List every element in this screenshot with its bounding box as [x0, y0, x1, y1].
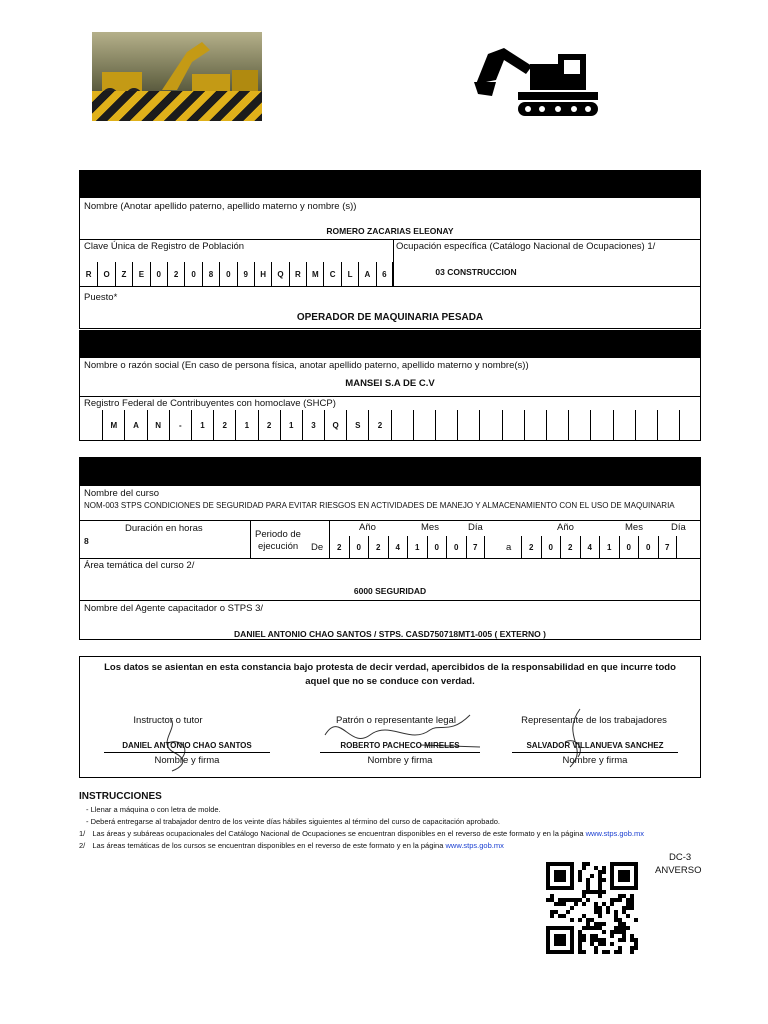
char-box: E [132, 262, 149, 286]
char-box: 1 [191, 410, 213, 441]
char-box: Q [324, 410, 346, 441]
char-box: 0 [619, 536, 639, 558]
char-box: 1 [599, 536, 619, 558]
char-box: 0 [427, 536, 447, 558]
section-header-company [79, 330, 701, 357]
char-box: 2 [521, 536, 541, 558]
note-1 [79, 829, 644, 838]
char-box: 4 [388, 536, 408, 558]
char-box [391, 410, 413, 441]
char-box [413, 410, 435, 441]
char-box: H [254, 262, 271, 286]
char-box: S [346, 410, 368, 441]
char-box [502, 410, 524, 441]
declaration-line-1: Los datos se asientan en esta constancia bajo protesta de decir verdad, apercibidos de la responsabilidad en que incurre todo [104, 662, 676, 673]
signer-2-role: Patrón o representante legal [336, 715, 456, 726]
signer-2-name: ROBERTO PACHECO MIRELES [340, 741, 460, 750]
signer-1-caption: Nombre y firma [154, 755, 220, 766]
note-1-link[interactable]: www.stps.gob.mx [585, 829, 644, 838]
char-box: 9 [237, 262, 254, 286]
end-month-label: Mes [625, 522, 643, 533]
char-box: 2 [368, 410, 390, 441]
form-side: ANVERSO [655, 865, 702, 876]
period-label-1: Periodo de [255, 529, 301, 540]
excavator-icon [474, 44, 598, 116]
start-date-boxes [329, 536, 485, 558]
char-box [524, 410, 546, 441]
area-value: 6000 SEGURIDAD [353, 586, 427, 596]
char-box: 2 [213, 410, 235, 441]
position-label: Puesto* [84, 292, 118, 303]
char-box: 3 [302, 410, 324, 441]
end-year-label: Año [557, 522, 574, 533]
char-box [435, 410, 457, 441]
area-label: Área temática del curso 2/ [84, 560, 195, 571]
char-box [457, 410, 479, 441]
signer-2-caption: Nombre y firma [367, 755, 433, 766]
char-box: L [341, 262, 358, 286]
from-label: De [311, 542, 324, 553]
char-box: 2 [560, 536, 580, 558]
note-1-number: 1/ [79, 829, 86, 838]
occupation-label: Ocupación específica (Catálogo Nacional de Ocupaciones) 1/ [396, 241, 656, 252]
char-box: 1 [280, 410, 302, 441]
char-box [546, 410, 568, 441]
note-2-text: Las áreas temáticas de los cursos se encuentran disponibles en el reverso de este formato y en la página [92, 841, 444, 850]
worker-name-value: ROMERO ZACARIAS ELEONAY [326, 226, 454, 236]
end-day-label: Día [671, 522, 686, 533]
agent-label: Nombre del Agente capacitador o STPS 3/ [84, 603, 264, 614]
instruction-line-2: - Deberá entregarse al trabajador dentro de los veinte días hábiles siguientes al término del curso de capacitación aprobado. [86, 817, 501, 826]
note-2 [79, 841, 504, 850]
char-box: 2 [368, 536, 388, 558]
duration-label: Duración en horas [125, 523, 203, 534]
curp-boxes [80, 262, 393, 286]
signer-1-role: Instructor o tutor [133, 715, 203, 726]
char-box: 0 [184, 262, 201, 286]
start-day-label: Día [468, 522, 483, 533]
section-header-course [79, 457, 701, 485]
company-section [79, 357, 701, 441]
char-box: Z [115, 262, 132, 286]
end-date-boxes [521, 536, 677, 558]
duration-value: 8 [84, 536, 89, 546]
char-box [80, 410, 102, 441]
curp-label: Clave Única de Registro de Población [84, 241, 245, 252]
char-box: 2 [258, 410, 280, 441]
char-box: 2 [329, 536, 349, 558]
char-box: 8 [202, 262, 219, 286]
header-photo-construction-machinery [92, 32, 262, 121]
signer-3-role: Representante de los trabajadores [521, 715, 667, 726]
char-box: 7 [466, 536, 486, 558]
char-box: 0 [219, 262, 236, 286]
char-box [568, 410, 590, 441]
char-box: 6 [376, 262, 393, 286]
char-box [635, 410, 657, 441]
char-box: R [289, 262, 306, 286]
course-name-value: NOM-003 STPS CONDICIONES DE SEGURIDAD PARA EVITAR RIESGOS EN ACTIVIDADES DE MANEJO Y ALMACENAMIENTO CON EL USO DE MAQUINARIA [84, 501, 675, 510]
char-box: 1 [235, 410, 257, 441]
section-header-worker [79, 170, 701, 197]
start-month-label: Mes [421, 522, 439, 533]
declaration-section [79, 656, 701, 778]
course-name-label: Nombre del curso [84, 488, 159, 499]
period-label-2: ejecución [258, 541, 299, 552]
note-1-text: Las áreas y subáreas ocupacionales del Catálogo Nacional de Ocupaciones se encuentran disponibles en el reverso de este formato y en la página [92, 829, 584, 838]
note-2-link[interactable]: www.stps.gob.mx [445, 841, 504, 850]
char-box: R [85, 269, 92, 279]
char-box: A [358, 262, 375, 286]
instruction-line-1: - Llenar a máquina o con letra de molde. [86, 805, 221, 814]
char-box: 2 [167, 262, 184, 286]
char-box [679, 410, 701, 441]
worker-name-label: Nombre (Anotar apellido paterno, apellido materno y nombre (s)) [84, 201, 357, 212]
char-box: 0 [150, 262, 167, 286]
char-box: 4 [580, 536, 600, 558]
char-box: 1 [407, 536, 427, 558]
company-name-value: MANSEI S.A DE C.V [345, 378, 435, 389]
company-name-label: Nombre o razón social (En caso de persona física, anotar apellido paterno, apellido materno y nombre(s)) [84, 360, 529, 371]
signer-3-name: SALVADOR VILLANUEVA SANCHEZ [526, 741, 664, 750]
agent-value: DANIEL ANTONIO CHAO SANTOS / STPS. CASD750718MT1-005 ( EXTERNO ) [234, 629, 546, 639]
signer-3-caption: Nombre y firma [562, 755, 628, 766]
course-section [79, 485, 701, 640]
position-value: OPERADOR DE MAQUINARIA PESADA [296, 312, 484, 323]
char-box: 7 [658, 536, 678, 558]
char-box: O [97, 262, 114, 286]
char-box: Q [271, 262, 288, 286]
char-box: 0 [638, 536, 658, 558]
start-year-label: Año [359, 522, 376, 533]
char-box [613, 410, 635, 441]
char-box: M [306, 262, 323, 286]
occupation-value: 03 CONSTRUCCION [435, 267, 517, 277]
char-box: A [124, 410, 146, 441]
char-box: 0 [446, 536, 466, 558]
char-box [479, 410, 501, 441]
declaration-line-2: aquel que no se conduce con verdad. [305, 676, 475, 687]
to-label: a [506, 542, 512, 553]
form-code: DC-3 [669, 852, 692, 863]
char-box: 0 [541, 536, 561, 558]
char-box: M [102, 410, 124, 441]
rfc-label: Registro Federal de Contribuyentes con homoclave (SHCP) [84, 398, 336, 409]
worker-section [79, 197, 701, 329]
note-2-number: 2/ [79, 841, 86, 850]
signer-1-name: DANIEL ANTONIO CHAO SANTOS [122, 741, 252, 750]
char-box: C [323, 262, 340, 286]
instructions-title: INSTRUCCIONES [79, 791, 162, 802]
rfc-boxes [80, 410, 701, 441]
qr-code-icon [546, 862, 638, 954]
char-box: N [147, 410, 169, 441]
char-box: 0 [349, 536, 369, 558]
char-box [657, 410, 679, 441]
char-box [590, 410, 612, 441]
char-box: - [169, 410, 191, 441]
